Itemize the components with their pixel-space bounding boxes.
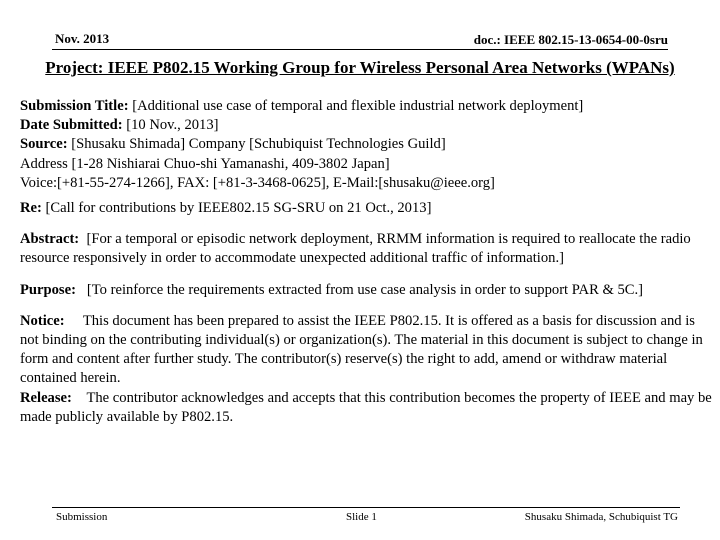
source-value: [Shusaku Shimada] Company [Schubiquist Technologies Guild] (71, 136, 446, 153)
source-address: Address [1-28 Nishiarai Chuo-shi Yamanashi, 409-3802 Japan] (20, 155, 390, 172)
header-divider (52, 49, 668, 50)
re-value: [Call for contributions by IEEE802.15 SG-SRU on 21 Oct., 2013] (45, 200, 432, 217)
purpose-label: Purpose: (20, 281, 76, 298)
notice-paragraph (20, 312, 714, 389)
re-line (20, 199, 714, 218)
release-label: Release: (20, 389, 72, 406)
source-contact: Voice:[+81-55-274-1266], FAX: [+81-3-3468-0625], E-Mail:[shusaku@ieee.org] (20, 174, 495, 191)
page-title: Project: IEEE P802.15 Working Group for Wireless Personal Area Networks (WPANs) (45, 58, 675, 77)
header-doc-id: doc.: IEEE 802.15-13-0654-00-0sru (473, 32, 668, 47)
submission-title-line (20, 97, 714, 116)
re-label: Re: (20, 200, 42, 217)
purpose-value: [To reinforce the requirements extracted from use case analysis in order to support PAR & 5C.] (86, 281, 643, 298)
date-submitted-label: Date Submitted: (20, 117, 123, 134)
document-body (20, 97, 714, 427)
notice-value: This document has been prepared to assist the IEEE P802.15. It is offered as a basis for discussion and is not binding on the contributing individual(s) or organization(s). The material in this document is subject to change in form and content after further study. The contributor(s) reserve(s) the right to add, amend or withdraw material contained herein. (20, 312, 703, 387)
footer-author: Shusaku Shimada, Schubiquist TG (524, 511, 678, 523)
date-submitted-line (20, 116, 714, 135)
footer-slide-number: Slide 1 (346, 511, 377, 523)
footer-divider (52, 507, 680, 508)
purpose-paragraph (20, 281, 714, 300)
abstract-label: Abstract: (20, 231, 80, 248)
release-paragraph (20, 389, 714, 427)
submission-title-value: [Additional use case of temporal and flexible industrial network deployment] (132, 98, 584, 114)
header-date: Nov. 2013 (55, 31, 110, 46)
submission-title-label: Submission Title: (20, 98, 129, 114)
date-submitted-value: [10 Nov., 2013] (126, 117, 219, 134)
abstract-paragraph (20, 230, 714, 268)
source-label: Source: (20, 136, 68, 153)
source-line (20, 135, 714, 154)
footer-submission: Submission (56, 511, 108, 523)
abstract-value: [For a temporal or episodic network deployment, RRMM information is required to reallocate the radio resource responsively in order to accommodate unexpected additional traffic of information.] (20, 231, 691, 267)
release-value: The contributor acknowledges and accepts that this contribution becomes the property of IEEE and may be made publicly available by P802.15. (20, 389, 712, 425)
notice-label: Notice: (20, 312, 65, 329)
